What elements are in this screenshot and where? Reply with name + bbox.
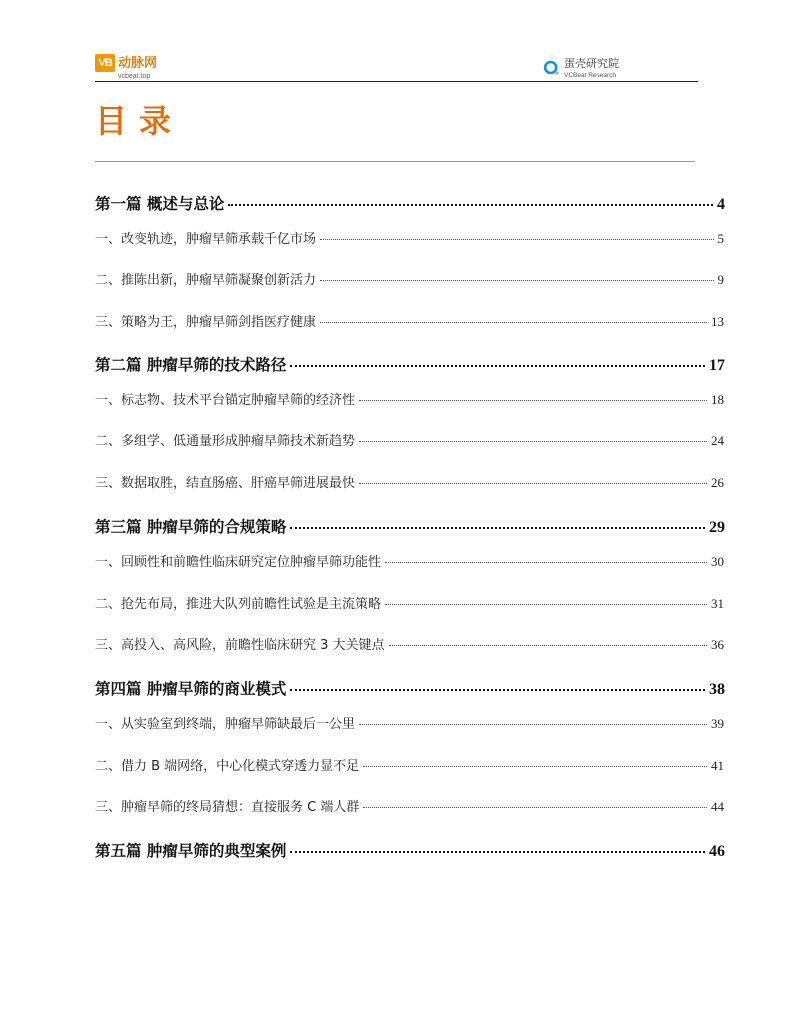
toc-leader-dots xyxy=(359,724,707,725)
toc-leader-dots xyxy=(385,604,707,605)
toc-page-number: 5 xyxy=(717,231,724,246)
toc-section-entry[interactable] xyxy=(95,472,724,491)
toc-entry-label: 二、多组学、低通量形成肿瘤早筛技术新趋势 xyxy=(95,434,356,449)
toc-section-entry[interactable] xyxy=(95,311,724,330)
toc-entry-label: 三、高投入、高风险，前瞻性临床研究 3 大关键点 xyxy=(95,638,385,653)
toc-leader-dots xyxy=(290,365,705,367)
toc-section-entry[interactable] xyxy=(95,228,724,247)
toc-leader-dots xyxy=(385,562,707,563)
toc-entry-label: 三、肿瘤早筛的终局猜想：直接服务 C 端人群 xyxy=(95,800,360,815)
toc-entry-label: 第一篇 概述与总论 xyxy=(95,195,225,213)
toc-page-number: 9 xyxy=(717,272,724,287)
toc-leader-dots xyxy=(290,851,705,853)
toc-entry-label: 三、策略为王，肿瘤早筛剑指医疗健康 xyxy=(95,315,317,330)
research-logo-en: VCBeat Research xyxy=(564,72,617,79)
toc-entry-label: 第三篇 肿瘤早筛的合规策略 xyxy=(95,518,287,536)
toc-page-number: 29 xyxy=(709,519,725,536)
toc-entry-label: 一、标志物、技术平台锚定肿瘤早筛的经济性 xyxy=(95,393,356,408)
toc-section-entry[interactable] xyxy=(95,755,724,774)
page-title: 目录 xyxy=(95,102,184,140)
toc-section-entry[interactable] xyxy=(95,430,724,449)
toc-entry-label: 二、抢先布局，推进大队列前瞻性试验是主流策略 xyxy=(95,597,382,612)
vcbeat-research-logo xyxy=(543,55,619,79)
toc-page-number: 26 xyxy=(711,475,724,490)
vcbeat-logo-url: vcbeat.top xyxy=(118,73,151,80)
toc-section-entry[interactable] xyxy=(95,593,724,612)
toc-leader-dots xyxy=(290,527,705,529)
vcbeat-logo-badge: VB xyxy=(95,54,115,72)
toc-part-entry[interactable] xyxy=(95,839,725,861)
toc-leader-dots xyxy=(389,645,707,646)
toc-entry-label: 一、回顾性和前瞻性临床研究定位肿瘤早筛功能性 xyxy=(95,555,382,570)
vcbeat-logo xyxy=(95,52,157,80)
toc-leader-dots xyxy=(228,204,713,206)
toc-page-number: 38 xyxy=(709,681,725,698)
toc-entry-label: 第五篇 肿瘤早筛的典型案例 xyxy=(95,842,287,860)
toc-page-number: 30 xyxy=(711,554,724,569)
toc-page-number: 39 xyxy=(711,716,724,731)
toc-leader-dots xyxy=(290,689,705,691)
toc-entry-label: 一、改变轨迹，肿瘤早筛承载千亿市场 xyxy=(95,232,317,247)
egg-shell-logo-icon xyxy=(543,59,560,76)
toc-part-entry[interactable] xyxy=(95,515,725,537)
toc-entry-label: 二、借力 B 端网络，中心化模式穿透力显不足 xyxy=(95,759,360,774)
toc-part-entry[interactable] xyxy=(95,192,725,214)
toc-leader-dots xyxy=(359,483,707,484)
toc-page-number: 13 xyxy=(711,314,724,329)
toc-section-entry[interactable] xyxy=(95,796,724,815)
toc-entry-label: 第二篇 肿瘤早筛的技术路径 xyxy=(95,356,287,374)
toc-page-number: 31 xyxy=(711,596,724,611)
toc-section-entry[interactable] xyxy=(95,389,724,408)
toc-leader-dots xyxy=(359,441,707,442)
title-divider xyxy=(95,161,695,162)
toc-page-number: 18 xyxy=(711,392,724,407)
toc-page-number: 41 xyxy=(711,758,724,773)
toc-leader-dots xyxy=(320,239,713,240)
toc-page-number: 4 xyxy=(717,196,725,213)
toc-section-entry[interactable] xyxy=(95,634,724,653)
toc-part-entry[interactable] xyxy=(95,677,725,699)
toc-page-number: 24 xyxy=(711,433,724,448)
toc-entry-label: 一、从实验室到终端，肿瘤早筛缺最后一公里 xyxy=(95,717,356,732)
toc-page-number: 17 xyxy=(709,357,725,374)
header-divider xyxy=(95,81,698,82)
toc-entry-label: 三、数据取胜，结直肠癌、肝癌早筛进展最快 xyxy=(95,476,356,491)
toc-leader-dots xyxy=(363,807,707,808)
toc-leader-dots xyxy=(363,766,707,767)
toc-page-number: 44 xyxy=(711,799,724,814)
toc-part-entry[interactable] xyxy=(95,353,725,375)
toc-entry-label: 二、推陈出新，肿瘤早筛凝聚创新活力 xyxy=(95,273,317,288)
toc-leader-dots xyxy=(320,280,713,281)
vcbeat-logo-name: 动脉网 xyxy=(118,56,158,71)
toc-leader-dots xyxy=(320,322,707,323)
toc-leader-dots xyxy=(359,400,707,401)
toc-section-entry[interactable] xyxy=(95,713,724,732)
toc-entry-label: 第四篇 肿瘤早筛的商业模式 xyxy=(95,680,287,698)
toc-section-entry[interactable] xyxy=(95,551,724,570)
toc-page-number: 46 xyxy=(709,843,725,860)
research-logo-name: 蛋壳研究院 xyxy=(564,57,619,70)
toc-section-entry[interactable] xyxy=(95,269,724,288)
toc-page-number: 36 xyxy=(711,637,724,652)
